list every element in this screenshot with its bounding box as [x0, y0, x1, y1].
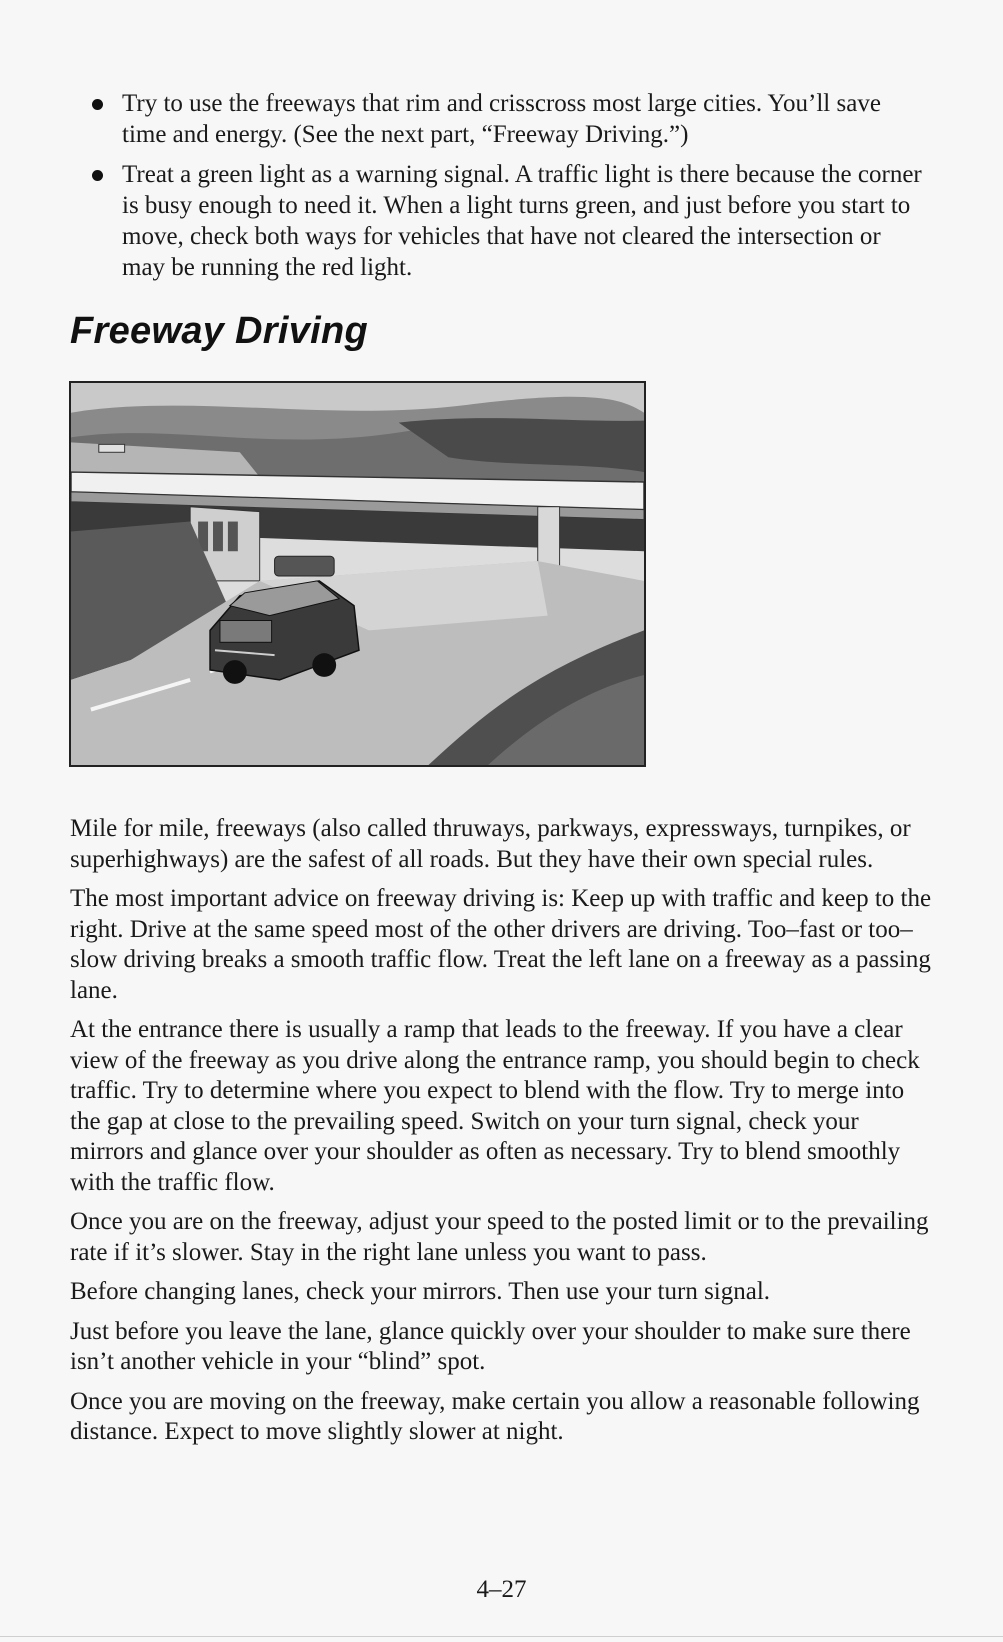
page-number: 4–27: [476, 1576, 527, 1603]
bullet-text: Treat a green light as a warning signal. A traffic light is there because the corner is busy enough to need it. When a light turns green, and just before you start to move, check both ways for vehicles that have not cleared the intersection or may be running the red light.: [122, 161, 922, 281]
paragraph: Before changing lanes, check your mirrors. Then use your turn signal.: [70, 1278, 771, 1305]
body-text: [70, 814, 936, 1457]
paragraph: Mile for mile, freeways (also called thruways, parkways, expressways, turnpikes, or superhighways) are the safest of all roads. But they have their own special rules.: [70, 815, 911, 873]
paragraph: At the entrance there is usually a ramp that leads to the freeway. If you have a clear view of the freeway as you drive along the entrance ramp, you should begin to check traffic. Try to determine where you expect to blend with the flow. Try to merge into the gap at close to the prevailing speed. Switch on your turn signal, check your mirrors and glance over your shoulder as often as necessary. Try to blend smoothly with the traffic flow.: [70, 1016, 920, 1196]
bullet-list: [88, 88, 928, 292]
paragraph: Just before you leave the lane, glance quickly over your shoulder to make sure there isn’t another vehicle in your “blind” spot.: [70, 1317, 911, 1375]
freeway-illustration: [69, 381, 646, 767]
freeway-overpass-drawing: [71, 383, 644, 765]
paragraph: Once you are on the freeway, adjust your speed to the posted limit or to the prevailing rate if it’s slower. Stay in the right lane unless you want to pass.: [70, 1208, 929, 1266]
bullet-item: [88, 88, 928, 150]
section-heading: Freeway Driving: [70, 310, 369, 352]
paragraph: Once you are moving on the freeway, make certain you allow a reasonable following distance. Expect to move slightly slower at night.: [70, 1387, 920, 1445]
bullet-item: [88, 159, 928, 283]
bullet-icon: [92, 99, 103, 110]
bottom-divider: [0, 1636, 1003, 1637]
bullet-icon: [92, 170, 103, 181]
paragraph: The most important advice on freeway driving is: Keep up with traffic and keep to the right. Drive at the same speed most of the other drivers are driving. Too–fast or too–slow driving breaks a smooth traffic flow. Treat the left lane on a freeway as a passing lane.: [70, 885, 932, 1004]
bullet-text: Try to use the freeways that rim and crisscross most large cities. You’ll save time and energy. (See the next part, “Freeway Driving.”): [122, 90, 881, 148]
